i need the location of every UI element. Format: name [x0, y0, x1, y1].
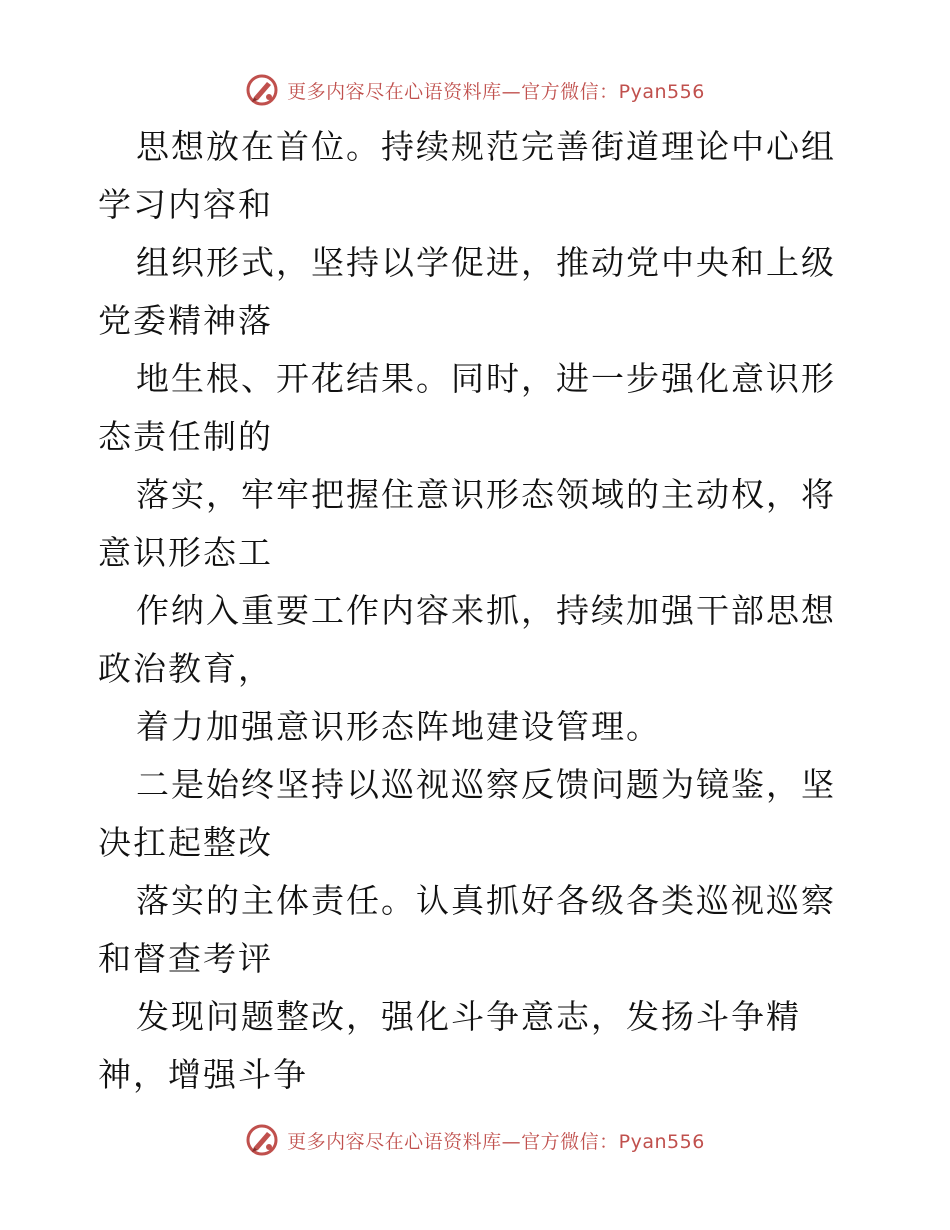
- watermark-text: 更多内容尽在心语资料库—官方微信：Pyan556: [287, 1130, 705, 1153]
- header-watermark: [0, 70, 950, 110]
- pen-seal-icon: [245, 73, 279, 107]
- paragraph: 二是始终坚持以巡视巡察反馈问题为镜鉴，坚决扛起整改: [98, 765, 836, 862]
- document-body: [98, 118, 858, 1104]
- paragraph: 作纳入重要工作内容来抓，持续加强干部思想政治教育，: [98, 591, 836, 688]
- paragraph: 落实，牢牢把握住意识形态领域的主动权，将意识形态工: [98, 475, 836, 572]
- paragraph: 组织形式，坚持以学促进，推动党中央和上级党委精神落: [98, 243, 836, 340]
- paragraph: 落实的主体责任。认真抓好各级各类巡视巡察和督查考评: [98, 881, 836, 978]
- paragraph: 地生根、开花结果。同时，进一步强化意识形态责任制的: [98, 359, 836, 456]
- paragraph: 思想放在首位。持续规范完善街道理论中心组学习内容和: [98, 127, 836, 224]
- paragraph: 着力加强意识形态阵地建设管理。: [136, 707, 661, 746]
- watermark-text: 更多内容尽在心语资料库—官方微信：Pyan556: [287, 80, 705, 103]
- pen-seal-icon: [245, 1123, 279, 1157]
- paragraph: 发现问题整改，强化斗争意志，发扬斗争精神，增强斗争: [98, 997, 801, 1094]
- footer-watermark: [0, 1120, 950, 1160]
